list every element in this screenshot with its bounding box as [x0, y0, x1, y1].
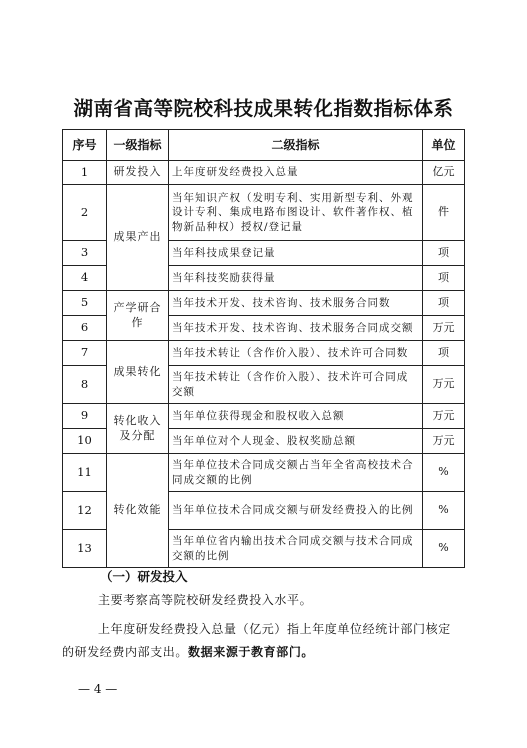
row-number: 4 — [63, 266, 107, 291]
level1-indicator: 研发投入 — [107, 161, 169, 185]
level2-indicator: 当年单位省内输出技术合同成交额与技术合同成交额的比例 — [169, 530, 423, 568]
level2-indicator: 当年科技奖励获得量 — [169, 266, 423, 291]
level2-indicator: 当年单位获得现金和股权收入总额 — [169, 404, 423, 429]
level1-indicator: 成果转化 — [107, 341, 169, 404]
row-number: 8 — [63, 366, 107, 404]
unit: % — [423, 530, 465, 568]
row-number: 5 — [63, 291, 107, 316]
level2-indicator: 当年技术转让（含作价入股）、技术许可合同成交额 — [169, 366, 423, 404]
header-level1: 一级指标 — [107, 130, 169, 161]
unit: 亿元 — [423, 161, 465, 185]
level2-indicator: 当年技术开发、技术咨询、技术服务合同数 — [169, 291, 423, 316]
level2-indicator: 当年单位技术合同成交额与研发经费投入的比例 — [169, 492, 423, 530]
section-heading: （一）研发投入 — [100, 569, 188, 584]
level1-indicator: 转化效能 — [107, 454, 169, 568]
level2-indicator: 当年单位技术合同成交额占当年全省高校技术合同成交额的比例 — [169, 454, 423, 492]
document-title: 湖南省高等院校科技成果转化指数指标体系 — [73, 97, 454, 120]
indicator-table — [62, 129, 465, 568]
page-number: — 4 — — [78, 682, 118, 696]
unit: 项 — [423, 266, 465, 291]
paragraph-text: 上年度研发经费投入总量（亿元）指上年度单位经统计部门核定的研发经费内部支出。 — [62, 622, 451, 659]
table-row — [63, 291, 465, 316]
row-number: 9 — [63, 404, 107, 429]
header-unit: 单位 — [423, 130, 465, 161]
level2-indicator: 当年科技成果登记量 — [169, 241, 423, 266]
row-number: 10 — [63, 429, 107, 454]
table-row — [63, 404, 465, 429]
header-no: 序号 — [63, 130, 107, 161]
level2-indicator: 当年技术转让（含作价入股）、技术许可合同数 — [169, 341, 423, 366]
data-source-note: 数据来源于教育部门。 — [188, 645, 315, 659]
level1-indicator: 转化收入及分配 — [107, 404, 169, 454]
unit: 万元 — [423, 429, 465, 454]
body-paragraph — [62, 589, 462, 612]
level2-indicator: 当年知识产权（发明专利、实用新型专利、外观设计专利、集成电路布图设计、软件著作权、植物新品种权）授权/登记量 — [169, 185, 423, 241]
paragraph-text: 主要考察高等院校研发经费投入水平。 — [98, 593, 313, 607]
level2-indicator: 上年度研发经费投入总量 — [169, 161, 423, 185]
unit: 万元 — [423, 366, 465, 404]
level1-indicator: 产学研合作 — [107, 291, 169, 341]
unit: 项 — [423, 341, 465, 366]
table-header-row — [63, 130, 465, 161]
table-row — [63, 454, 465, 492]
row-number: 13 — [63, 530, 107, 568]
unit: 项 — [423, 241, 465, 266]
level2-indicator: 当年技术开发、技术咨询、技术服务合同成交额 — [169, 316, 423, 341]
unit: % — [423, 492, 465, 530]
body-paragraph — [62, 618, 462, 664]
level1-indicator: 成果产出 — [107, 185, 169, 291]
row-number: 2 — [63, 185, 107, 241]
table-row — [63, 341, 465, 366]
unit: 项 — [423, 291, 465, 316]
unit: % — [423, 454, 465, 492]
header-level2: 二级指标 — [169, 130, 423, 161]
row-number: 11 — [63, 454, 107, 492]
row-number: 7 — [63, 341, 107, 366]
unit: 件 — [423, 185, 465, 241]
table-row — [63, 161, 465, 185]
row-number: 12 — [63, 492, 107, 530]
row-number: 3 — [63, 241, 107, 266]
level2-indicator: 当年单位对个人现金、股权奖励总额 — [169, 429, 423, 454]
unit: 万元 — [423, 404, 465, 429]
row-number: 1 — [63, 161, 107, 185]
table-row — [63, 185, 465, 241]
row-number: 6 — [63, 316, 107, 341]
unit: 万元 — [423, 316, 465, 341]
